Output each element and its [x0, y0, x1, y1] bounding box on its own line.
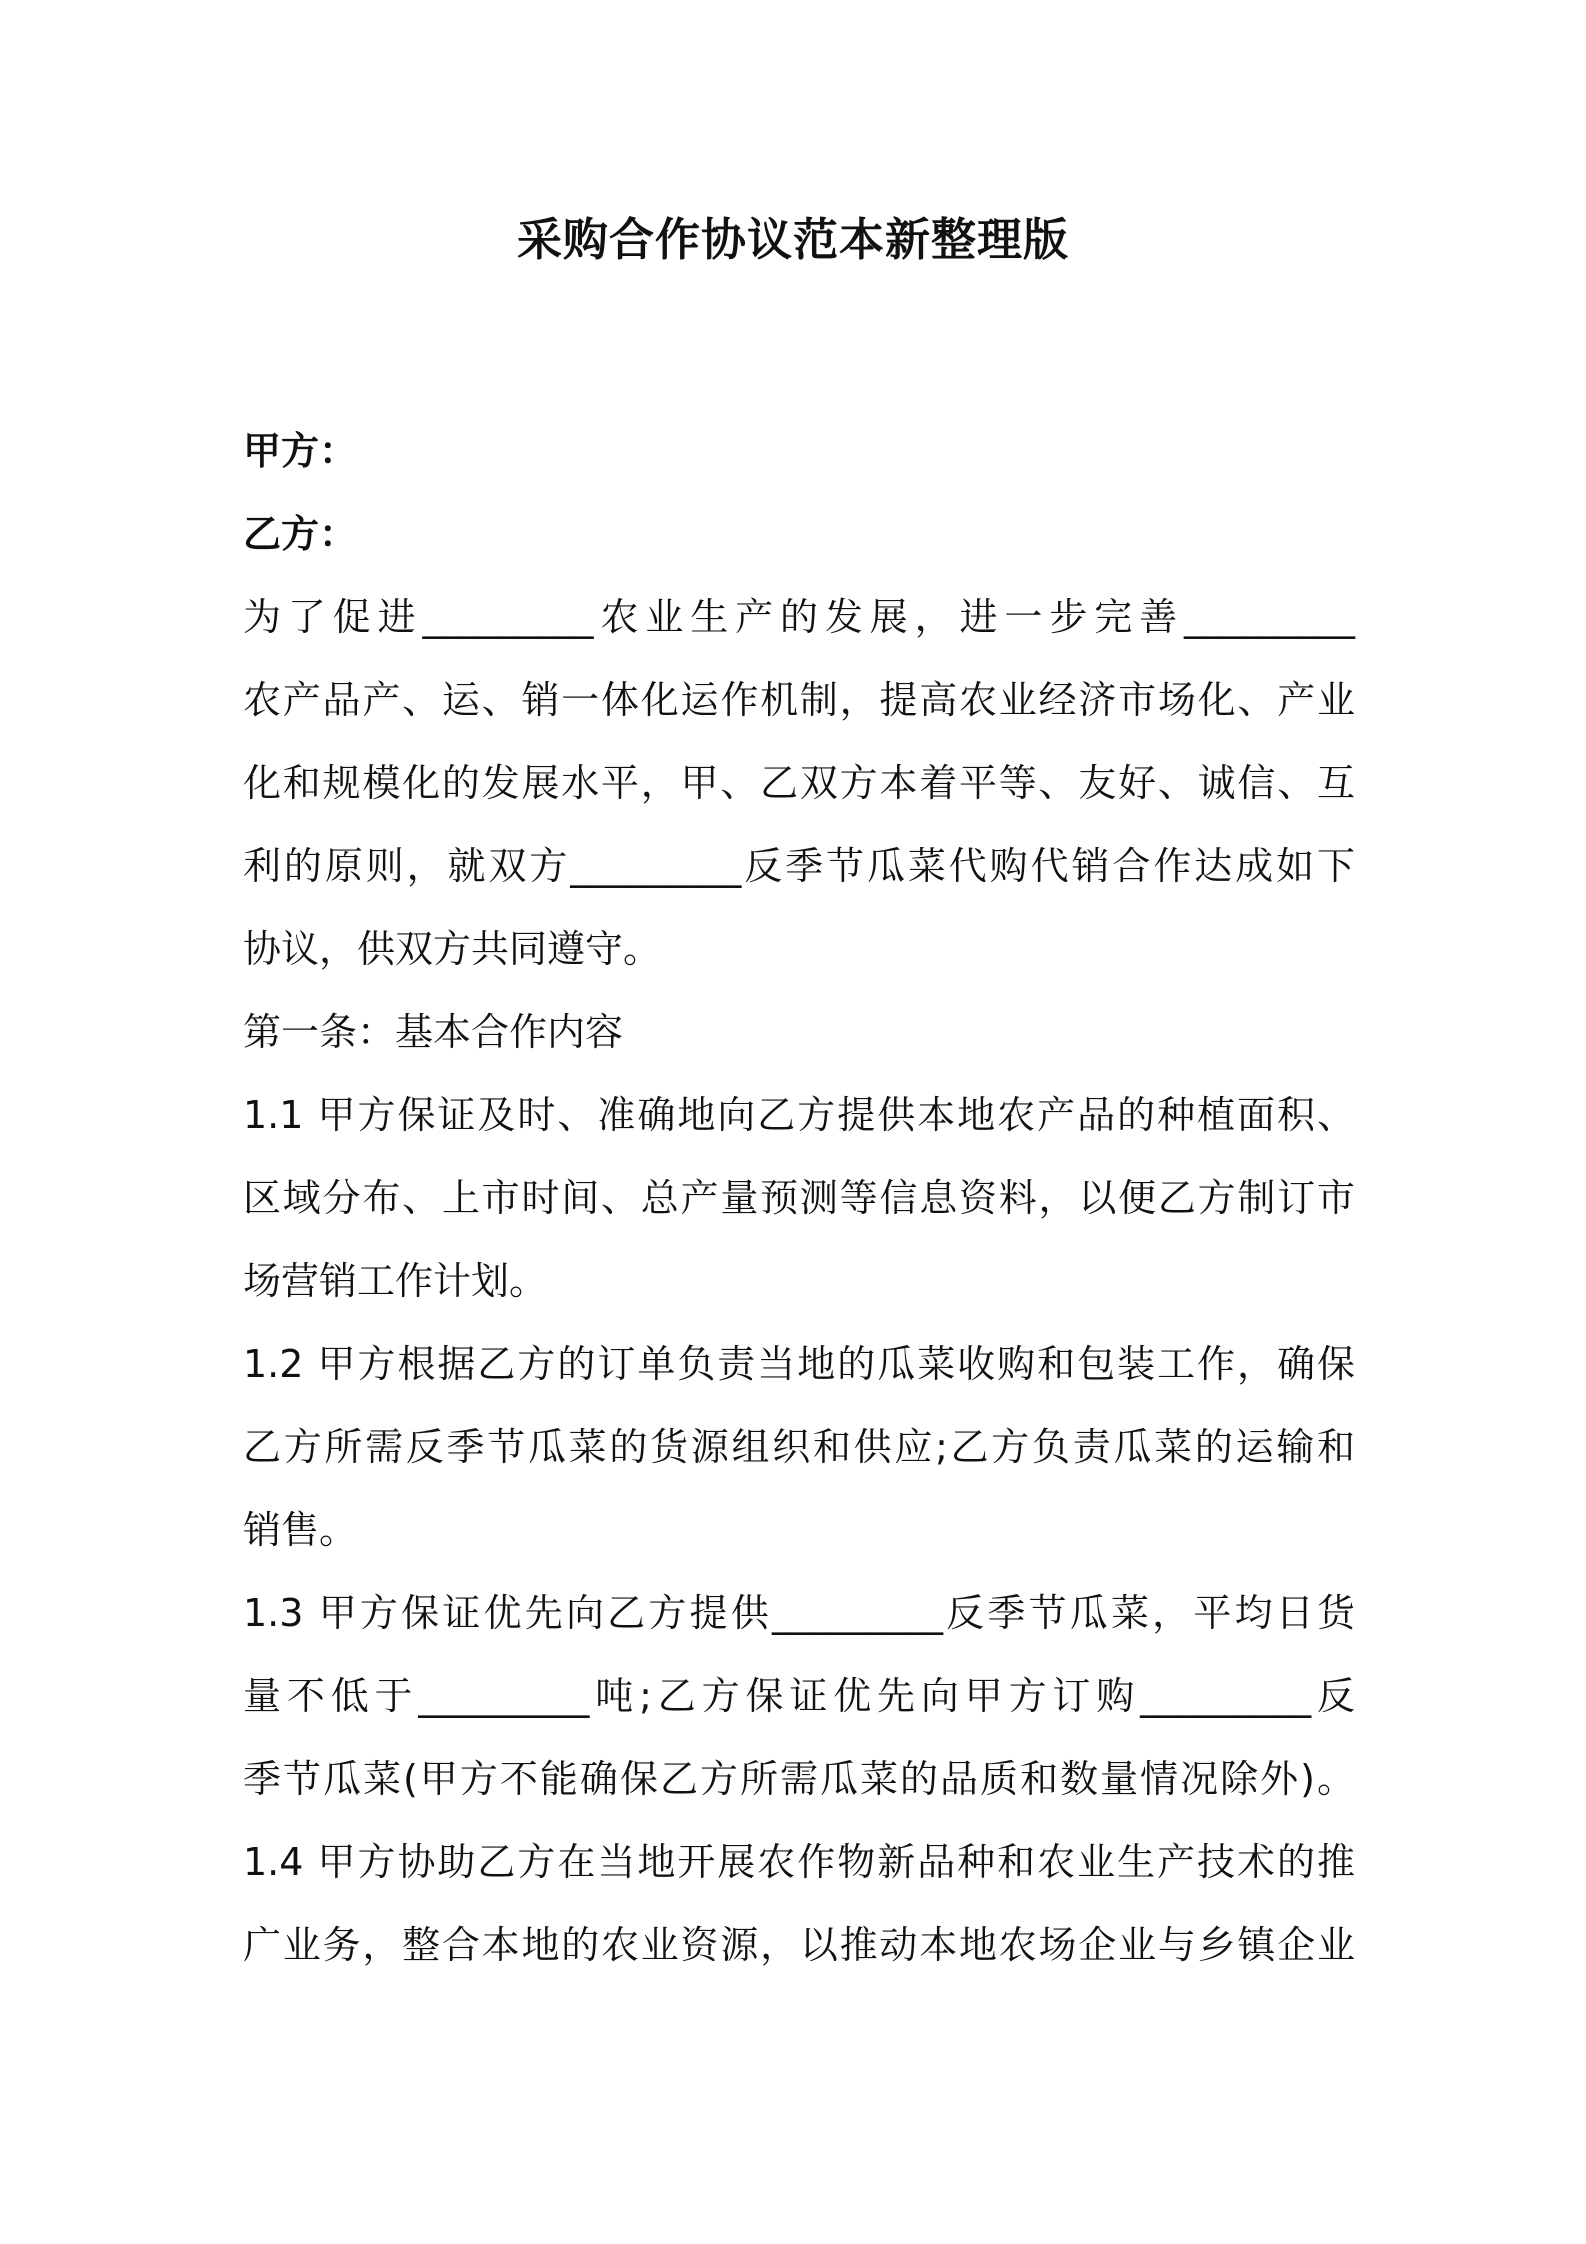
clause-line: 1.4 甲方协助乙方在当地开展农作物新品种和农业生产技术的推 [243, 1840, 1355, 1884]
party-b-line: 乙方： [243, 512, 358, 556]
preamble-line: 协议，供双方共同遵守。 [243, 927, 662, 971]
clause-line: 1.3 甲方保证优先向乙方提供_________反季节瓜菜，平均日货 [243, 1591, 1355, 1635]
clause-line: 乙方所需反季节瓜菜的货源组织和供应;乙方负责瓜菜的运输和 [243, 1425, 1355, 1469]
preamble-line: 化和规模化的发展水平，甲、乙双方本着平等、友好、诚信、互 [243, 761, 1355, 805]
clause-line: 广业务，整合本地的农业资源，以推动本地农场企业与乡镇企业 [243, 1923, 1355, 1967]
article-heading: 第一条：基本合作内容 [243, 1010, 624, 1054]
clause-line: 销售。 [243, 1508, 358, 1552]
document-body [243, 410, 1355, 1987]
clause-line: 量不低于_________吨;乙方保证优先向甲方订购_________反 [243, 1674, 1355, 1718]
clause-line: 区域分布、上市时间、总产量预测等信息资料，以便乙方制订市 [243, 1176, 1355, 1220]
document-title: 采购合作协议范本新整理版 [516, 213, 1069, 266]
preamble-line: 农产品产、运、销一体化运作机制，提高农业经济市场化、产业 [243, 678, 1355, 722]
party-a-line: 甲方： [243, 429, 358, 473]
clause-line: 1.2 甲方根据乙方的订单负责当地的瓜菜收购和包装工作，确保 [243, 1342, 1355, 1386]
preamble-line: 利的原则，就双方_________反季节瓜菜代购代销合作达成如下 [243, 844, 1355, 888]
clause-line: 场营销工作计划。 [243, 1259, 548, 1303]
clause-line: 1.1 甲方保证及时、准确地向乙方提供本地农产品的种植面积、 [243, 1093, 1355, 1137]
clause-line: 季节瓜菜(甲方不能确保乙方所需瓜菜的品质和数量情况除外)。 [243, 1757, 1355, 1801]
preamble-line: 为了促进_________农业生产的发展，进一步完善_________ [243, 595, 1355, 639]
